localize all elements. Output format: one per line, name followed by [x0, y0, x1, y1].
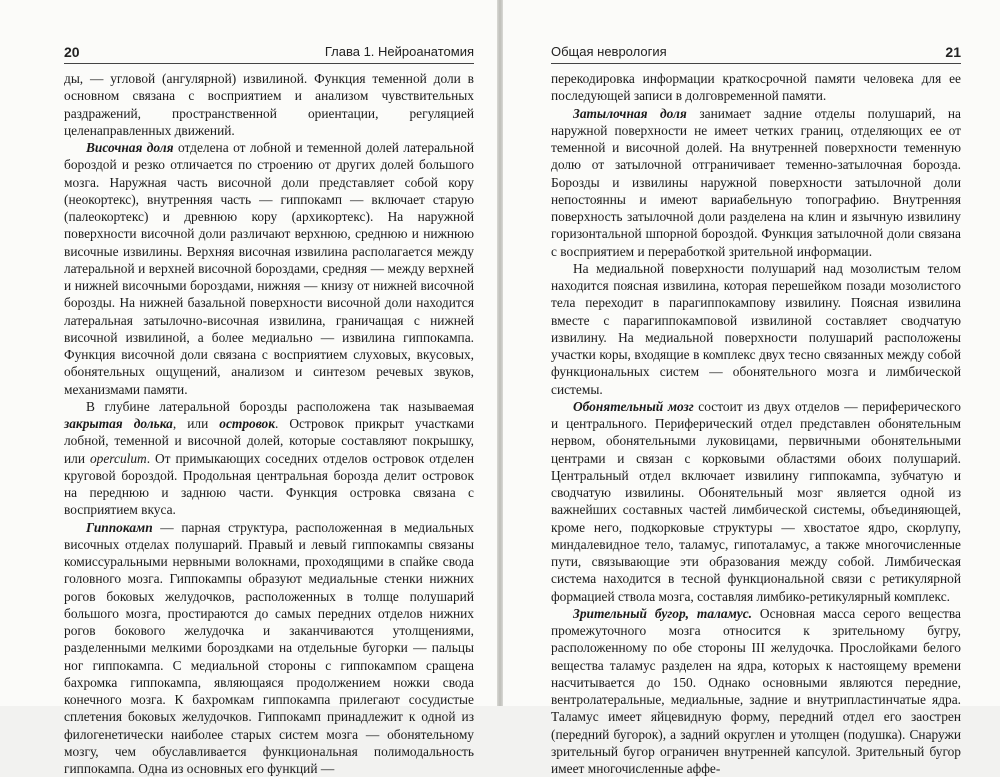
- paragraph-text: . Островок прикрыт участками лобной, теменной и височной долей, которые составляют покрышку, или: [64, 416, 474, 466]
- term-heading: Височная доля: [86, 140, 174, 155]
- running-head: Глава 1. Нейроанатомия: [325, 44, 474, 59]
- term-heading: Гиппокамп: [86, 520, 153, 535]
- paragraph: [551, 605, 961, 777]
- paragraph-text: В глубине латеральной борозды расположена так называемая: [86, 399, 474, 414]
- paragraph: [64, 139, 474, 398]
- right-page: [503, 0, 1000, 706]
- paragraph-text: . От примыкающих соседних отделов островок отделен круговой бороздой. Продольная центральная борозда делит островок на переднюю и заднюю части. Функция островка связана с восприятием вкуса.: [64, 451, 474, 518]
- paragraph: [551, 70, 961, 105]
- paragraph-text: , или: [173, 416, 219, 431]
- paragraph: [64, 398, 474, 519]
- paragraph-text: — парная структура, расположенная в медиальных височных отделах полушарий. Правый и левый гиппокампы связаны комиссуральными нервными волокнами, проходящими в спайке свода головного мозга. Гиппокампы образуют медиальные стенки нижних рогов боковых желудочков, расположенных в толще полушарий большого мозга, простираются до самых передних отделов нижних рогов бокового желудочка и заканчиваются утолщениями, разделенными мелкими бороздками на отдельные бугорки — пальцы ног гиппокампа. С медиальной стороны с гиппокампом сращена бахромка гиппокампа, являющаяся продолжением ножки свода конечного мозга. К бахромкам гиппокампа прилегают сосудистые сплетения боковых желудочков. Гиппокамп принадлежит к одной из филогенетически наиболее старых систем мозга — обонятельному мозгу, чем обуславливается функциональная полимодальность гиппокампа. Одна из основных его функций —: [64, 520, 474, 777]
- term-heading: Затылочная доля: [573, 106, 687, 121]
- paragraph: [64, 70, 474, 139]
- left-page: [0, 0, 497, 706]
- latin-term: operculum: [90, 451, 147, 466]
- term-heading: закрытая долька: [64, 416, 173, 431]
- paragraph: [64, 519, 474, 777]
- paragraph-text: На медиальной поверхности полушарий над мозолистым телом находится поясная извилина, которая перешейком позади мозолистого тела переходит в парагиппокампову извилину. Поясная извилина вместе с парагиппокамповой извилиной составляет сводчатую извилину. На медиальной поверхности полушарий расположены участки коры, входящие в комплекс двух тесно связанных между собой функциональных систем — обонятельного мозга и лимбической системы.: [551, 261, 961, 397]
- page-number: 21: [945, 44, 961, 60]
- term-heading: Зрительный бугор, таламус.: [573, 606, 752, 621]
- paragraph-text: Основная масса серого вещества промежуточного мозга относится к зрительному бугру, расположенному по обе стороны III желудочка. Прослойками белого вещества таламус разделен на ядра, которых к настоящему времени насчитывается до 150. Однако основными являются передние, вентролатеральные, медиальные, задние и внутрипластинчатые ядра. Таламус имеет яйцевидную форму, передний отдел его заострен (передний бугорок), а задний округлен и утолщен (подушка). Снаружи зрительный бугор ограничен внутренней капсулой. Зрительный бугор имеет многочисленные аффе-: [551, 606, 961, 776]
- running-head: Общая неврология: [551, 44, 667, 59]
- paragraph: [551, 105, 961, 260]
- paragraph-text: занимает задние отделы полушарий, на наружной поверхности не имеет четких границ, отделяющих ее от теменной и височной долей. На внутренней поверхности теменную долю от затылочной отграничивает теменно-затылочная борозда. Борозды и извилины наружной поверхности затылочной доли непостоянны и имеют вариабельную топографию. Внутренняя поверхность затылочной доли разделена на клин и язычную извилину горизонтальной шпорной бороздой. Функция затылочной доли связана с восприятием и переработкой зрительной информации.: [551, 106, 961, 259]
- term-heading: островок: [219, 416, 275, 431]
- page-body: [64, 70, 474, 777]
- term-heading: Обонятельный мозг: [573, 399, 694, 414]
- paragraph-text: ды, — угловой (ангулярной) извилиной. Функция теменной доли в основном связана с восприятием и анализом чувствительных раздражений, пространственной ориентации, регуляцией целенаправленных движений.: [64, 71, 474, 138]
- paragraph-text: перекодировка информации краткосрочной памяти человека для ее последующей записи в долговременной памяти.: [551, 71, 961, 103]
- paragraph: [551, 260, 961, 398]
- page-body: [551, 70, 961, 777]
- header-rule: [551, 63, 961, 64]
- page-number: 20: [64, 44, 80, 60]
- paragraph: [551, 398, 961, 605]
- paragraph-text: состоит из двух отделов — периферического и центрального. Периферический отдел представлен обонятельным нервом, обонятельными луковицами, первичными обонятельными центрами и связан с корковыми областями обоих полушарий. Центральный отдел включает извилину гиппокампа, зубчатую и сводчатую извилины. Обонятельный мозг является одной из важнейших составных частей лимбической системы, объединяющей, кроме него, подкорковые структуры — хвостатое ядро, скорлупу, миндалевидное тело, таламус, гипоталамус, а также многочисленные пути, связывающие эти образования между собой. Лимбическая система находится в тесной функциональной связи с ретикулярной формацией ствола мозга, составляя лимбико-ретикулярный комплекс.: [551, 399, 961, 604]
- header-rule: [64, 63, 474, 64]
- paragraph-text: отделена от лобной и теменной долей латеральной бороздой и резко отличается по строению от других долей большого мозга. Наружная часть височной доли представляет собой кору (неокортекс), внутренняя часть — гиппокамп — включает старую (палеокортекс) и древнюю кору (архикортекс). На наружной поверхности височной доли различают верхнюю, среднюю и нижнюю височные извилины. Верхняя височная извилина располагается между латеральной и верхней височной бороздами, средняя — между верхней и нижней височными бороздами, нижняя — книзу от нижней височной борозды. На нижней базальной поверхности височной доли находится латеральная затылочно-височная извилина, граничащая с нижней височной извилиной, а более медиально — извилина гиппокампа. Функция височной доли связана с восприятием слуховых, вкусовых, обонятельных ощущений, анализом и синтезом речевых звуков, механизмами памяти.: [64, 140, 474, 397]
